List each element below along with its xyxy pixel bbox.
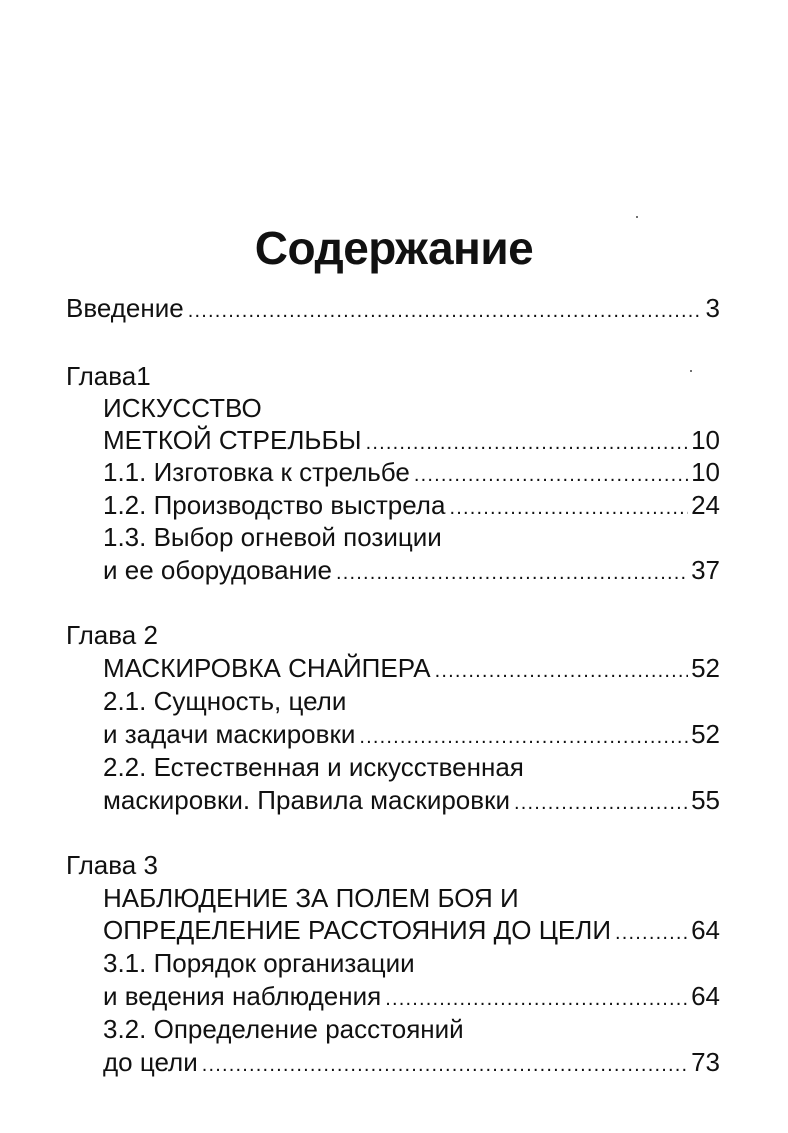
- toc-entry-text: маскировки. Правила маскировки: [103, 785, 510, 815]
- toc-entry-page: 10: [691, 425, 720, 455]
- toc-entry-text: и ведения наблюдения: [103, 981, 382, 1011]
- toc-entry: [103, 554, 720, 587]
- toc-entry: [103, 424, 720, 457]
- toc-entry-text: НАБЛЮДЕНИЕ ЗА ПОЛЕМ БОЯ И: [103, 883, 519, 913]
- toc-entry-text: и задачи маскировки: [103, 719, 356, 749]
- page-title: Содержание: [254, 222, 534, 274]
- toc-entry: [103, 914, 720, 947]
- toc-line: [103, 947, 720, 980]
- toc-entry-page: 73: [691, 1047, 720, 1077]
- toc-line: [103, 751, 720, 784]
- toc-line: [103, 521, 720, 554]
- toc-entry-text: до цели: [103, 1047, 198, 1077]
- toc-entry-text: ОПРЕДЕЛЕНИЕ РАССТОЯНИЯ ДО ЦЕЛИ: [103, 915, 612, 945]
- dot-leader: [188, 295, 703, 328]
- toc-entry-page: 10: [691, 457, 720, 487]
- dot-leader: [359, 721, 688, 754]
- toc-entry-text: 3.2. Определение расстояний: [103, 1014, 464, 1044]
- toc-entry-text: Введение: [66, 293, 184, 323]
- toc-line: [103, 685, 720, 718]
- toc-entry: [103, 784, 720, 817]
- dot-leader: [202, 1049, 688, 1082]
- toc-entry-text: 3.1. Порядок организации: [103, 948, 415, 978]
- print-speck: [690, 370, 692, 372]
- toc-entry-text: МЕТКОЙ СТРЕЛЬБЫ: [103, 425, 362, 455]
- toc-entry: [103, 652, 720, 685]
- toc-entry-text: 2.1. Сущность, цели: [103, 686, 347, 716]
- toc-entry-text: ИСКУССТВО: [103, 393, 262, 423]
- chapter-label: Глава1: [66, 361, 151, 391]
- toc-entry: [103, 456, 720, 489]
- toc-entry-page: 52: [691, 719, 720, 749]
- toc-line: [103, 392, 720, 425]
- toc-entry: [103, 489, 720, 522]
- toc-entry-text: 2.2. Естественная и искусственная: [103, 752, 524, 782]
- dot-leader: [514, 787, 688, 820]
- dot-leader: [336, 557, 688, 590]
- toc-entry: [103, 1046, 720, 1079]
- toc-entry-page: 24: [691, 490, 720, 520]
- toc-entry: [103, 718, 720, 751]
- dot-leader: [435, 655, 688, 688]
- toc-entry-page: 55: [691, 785, 720, 815]
- chapter-label: Глава 2: [66, 620, 158, 650]
- toc-entry-page: 64: [691, 915, 720, 945]
- toc-entry-page: 52: [691, 653, 720, 683]
- toc-line: [103, 1013, 720, 1046]
- toc-line: [103, 882, 720, 915]
- toc-entry-page: 37: [691, 555, 720, 585]
- dot-leader: [385, 983, 688, 1016]
- toc-entry-text: МАСКИРОВКА СНАЙПЕРА: [103, 653, 431, 683]
- toc-entry: [103, 980, 720, 1013]
- toc-entry-page: 3: [705, 293, 720, 323]
- toc-entry-page: 64: [691, 981, 720, 1011]
- toc-entry-text: и ее оборудование: [103, 555, 332, 585]
- toc-entry-text: 1.1. Изготовка к стрельбе: [103, 457, 410, 487]
- dot-leader: [414, 459, 688, 492]
- toc-entry-intro: [66, 292, 720, 325]
- toc-entry-text: 1.2. Производство выстрела: [103, 490, 446, 520]
- dot-leader: [615, 917, 688, 950]
- toc-entry-text: 1.3. Выбор огневой позиции: [103, 522, 442, 552]
- chapter-label: Глава 3: [66, 850, 158, 880]
